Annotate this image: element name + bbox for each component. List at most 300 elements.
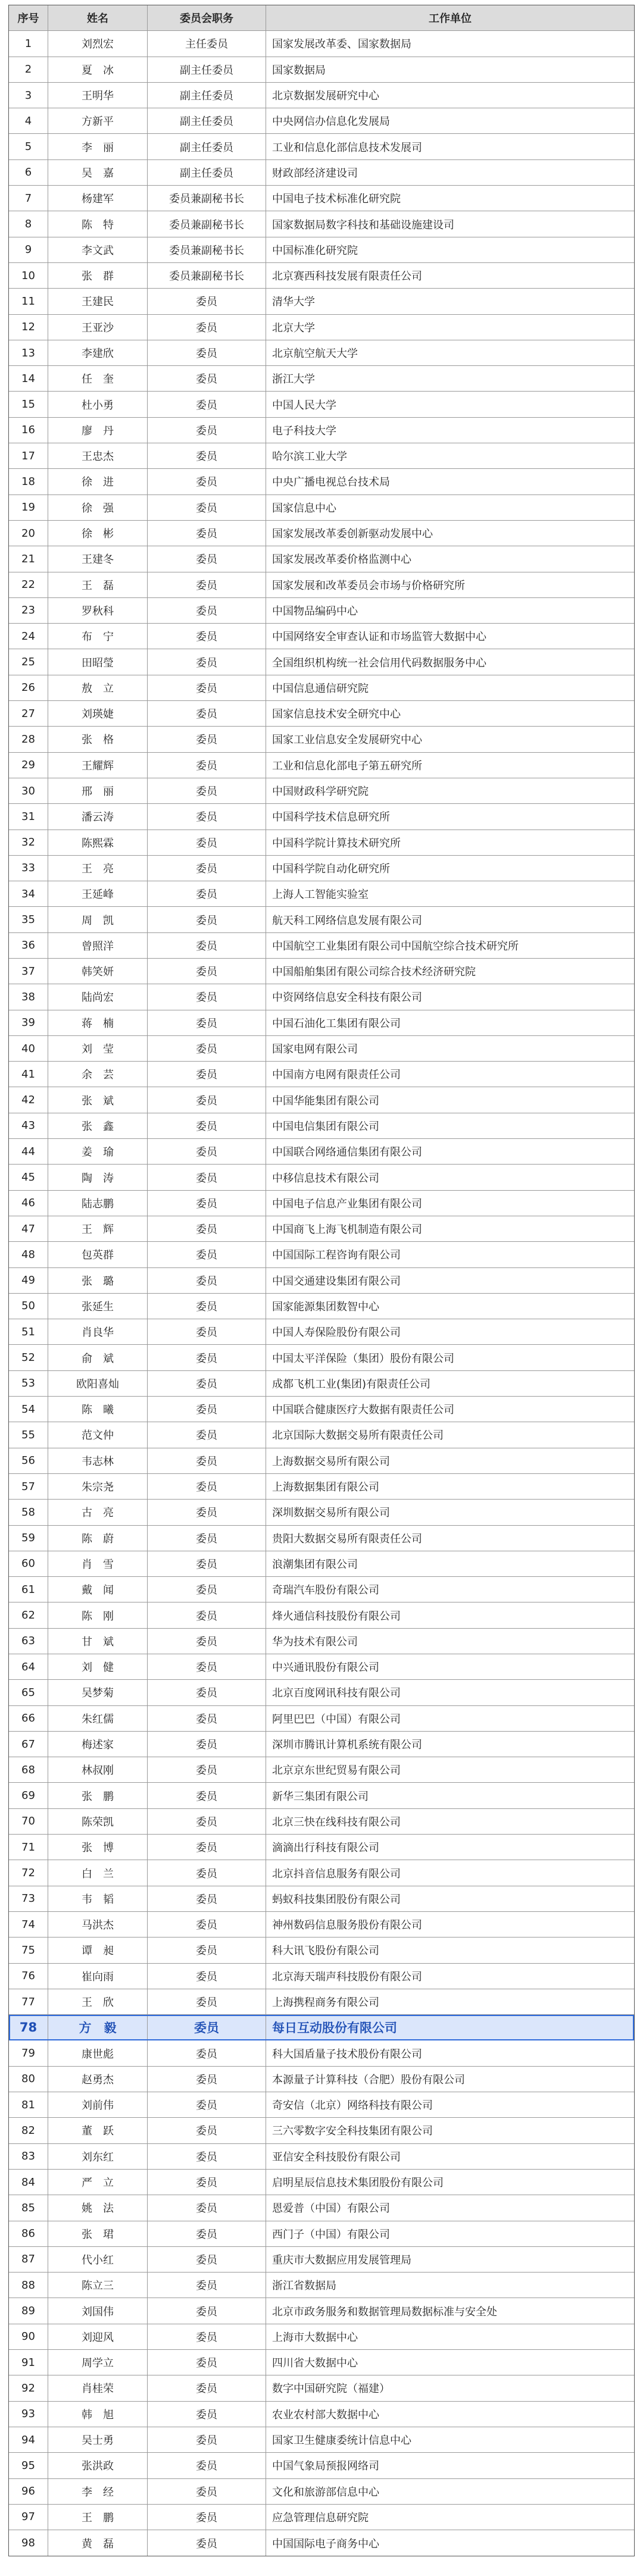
row-num: 75 xyxy=(9,1938,48,1962)
row-num: 89 xyxy=(9,2298,48,2323)
row-num: 46 xyxy=(9,1191,48,1216)
table-row xyxy=(9,727,634,752)
table-row xyxy=(9,1216,634,1242)
row-num: 85 xyxy=(9,2195,48,2220)
row-unit: 中国人民大学 xyxy=(272,399,336,412)
row-num: 37 xyxy=(9,959,48,984)
row-num: 72 xyxy=(9,1860,48,1885)
row-unit: 中国科学院自动化研究所 xyxy=(272,862,390,875)
row-name: 王 欣 xyxy=(48,1989,148,2014)
row-name: 潘云涛 xyxy=(48,804,148,829)
row-unit: 中国电信集团有限公司 xyxy=(272,1120,379,1133)
row-unit: 国家数据局 xyxy=(272,64,326,77)
row-role: 委员 xyxy=(148,1938,266,1962)
row-num: 41 xyxy=(9,1062,48,1087)
row-num: 74 xyxy=(9,1912,48,1937)
row-role: 委员 xyxy=(148,2144,266,2169)
row-name: 马洪杰 xyxy=(48,1912,148,1937)
row-role: 委员 xyxy=(148,1602,266,1627)
row-name: 徐 进 xyxy=(48,469,148,494)
row-name: 刘 莹 xyxy=(48,1036,148,1061)
row-role: 委员 xyxy=(148,2273,266,2298)
row-role: 委员 xyxy=(148,1010,266,1035)
table-row xyxy=(9,1113,634,1139)
table-row xyxy=(9,675,634,701)
row-name: 王建冬 xyxy=(48,546,148,571)
row-role: 委员 xyxy=(148,675,266,700)
table-row xyxy=(9,1062,634,1087)
row-name: 邢 丽 xyxy=(48,778,148,803)
row-unit: 上海携程商务有限公司 xyxy=(272,1996,379,2009)
row-role: 委员 xyxy=(148,2221,266,2246)
row-name: 肖良华 xyxy=(48,1319,148,1344)
row-role: 委员 xyxy=(148,2015,266,2040)
row-num: 77 xyxy=(9,1989,48,2014)
row-num: 97 xyxy=(9,2505,48,2530)
row-name: 王亚沙 xyxy=(48,315,148,340)
row-role: 委员 xyxy=(148,392,266,417)
row-role: 委员 xyxy=(148,1448,266,1473)
row-name: 余 芸 xyxy=(48,1062,148,1087)
table-row xyxy=(9,1242,634,1267)
row-num: 79 xyxy=(9,2040,48,2065)
row-name: 欧阳喜灿 xyxy=(48,1371,148,1396)
table-row xyxy=(9,984,634,1010)
table-header-row xyxy=(9,5,634,31)
row-role: 委员 xyxy=(148,1783,266,1808)
row-role: 委员 xyxy=(148,1474,266,1499)
row-name: 吴梦菊 xyxy=(48,1680,148,1705)
row-unit: 中国标准化研究院 xyxy=(272,244,358,257)
row-name: 白 兰 xyxy=(48,1860,148,1885)
row-num: 69 xyxy=(9,1783,48,1808)
row-num: 80 xyxy=(9,2067,48,2092)
table-row xyxy=(9,1551,634,1577)
row-unit: 神州数码信息服务股份有限公司 xyxy=(272,1919,422,1932)
row-unit: 中资网络信息安全科技有限公司 xyxy=(272,991,422,1004)
row-unit: 中国太平洋保险（集团）股份有限公司 xyxy=(272,1352,454,1365)
row-role: 委员 xyxy=(148,2375,266,2400)
row-role: 委员 xyxy=(148,1345,266,1370)
row-unit: 中国国际工程咨询有限公司 xyxy=(272,1249,401,1262)
row-unit: 中国人寿保险股份有限公司 xyxy=(272,1326,401,1339)
table-row xyxy=(9,1706,634,1732)
row-name: 肖桂荣 xyxy=(48,2375,148,2400)
row-name: 韩笑妍 xyxy=(48,959,148,984)
table-row xyxy=(9,237,634,263)
row-name: 刘前伟 xyxy=(48,2092,148,2117)
row-name: 刘国伟 xyxy=(48,2298,148,2323)
row-unit: 北京京东世纪贸易有限公司 xyxy=(272,1764,401,1777)
row-num: 58 xyxy=(9,1500,48,1525)
row-unit: 国家卫生健康委统计信息中心 xyxy=(272,2434,411,2447)
row-role: 委员兼副秘书长 xyxy=(148,237,266,262)
row-role: 委员 xyxy=(148,1319,266,1344)
row-unit: 中国气象局预报网络司 xyxy=(272,2460,379,2473)
row-unit: 国家信息技术安全研究中心 xyxy=(272,708,401,721)
table-row xyxy=(9,2402,634,2427)
row-role: 委员 xyxy=(148,1165,266,1190)
row-name: 姚 法 xyxy=(48,2195,148,2220)
row-name: 黄 磊 xyxy=(48,2530,148,2556)
row-name: 张 鑫 xyxy=(48,1113,148,1138)
row-num: 35 xyxy=(9,907,48,932)
row-num: 70 xyxy=(9,1809,48,1834)
row-unit: 工业和信息化部信息技术发展司 xyxy=(272,141,422,154)
row-num: 7 xyxy=(9,186,48,211)
row-unit: 深圳数据交易所有限公司 xyxy=(272,1507,390,1520)
table-row xyxy=(9,907,634,932)
row-num: 14 xyxy=(9,366,48,391)
row-name: 代小红 xyxy=(48,2247,148,2272)
row-num: 40 xyxy=(9,1036,48,1061)
row-name: 韦 韬 xyxy=(48,1886,148,1911)
row-num: 51 xyxy=(9,1319,48,1344)
table-row xyxy=(9,1474,634,1500)
table-row xyxy=(9,31,634,57)
row-unit: 北京国际大数据交易所有限责任公司 xyxy=(272,1429,444,1442)
row-unit: 上海数据交易所有限公司 xyxy=(272,1455,390,1468)
row-num: 60 xyxy=(9,1551,48,1576)
row-name: 朱红儒 xyxy=(48,1706,148,1731)
table-row xyxy=(9,2221,634,2247)
row-unit: 成都飞机工业(集团)有限责任公司 xyxy=(272,1378,431,1391)
row-role: 委员 xyxy=(148,1371,266,1396)
row-unit: 亚信安全科技股份有限公司 xyxy=(272,2151,401,2164)
row-unit: 国家发展改革委、国家数据局 xyxy=(272,38,411,51)
row-unit: 北京数据发展研究中心 xyxy=(272,90,379,103)
row-role: 委员 xyxy=(148,1191,266,1216)
row-name: 张 珺 xyxy=(48,2221,148,2246)
row-name: 李 经 xyxy=(48,2479,148,2504)
row-unit: 重庆市大数据应用发展管理局 xyxy=(272,2253,411,2267)
table-row xyxy=(9,546,634,572)
table-row xyxy=(9,1732,634,1757)
table-row xyxy=(9,57,634,83)
row-role: 委员 xyxy=(148,649,266,674)
row-num: 26 xyxy=(9,675,48,700)
row-name: 李建欣 xyxy=(48,340,148,365)
row-role: 委员 xyxy=(148,2453,266,2478)
row-name: 张 格 xyxy=(48,727,148,752)
row-num: 36 xyxy=(9,933,48,958)
row-num: 6 xyxy=(9,160,48,185)
table-row xyxy=(9,624,634,649)
row-name: 张 斌 xyxy=(48,1087,148,1112)
row-num: 29 xyxy=(9,753,48,778)
row-role: 委员 xyxy=(148,443,266,468)
table-row xyxy=(9,1036,634,1062)
row-unit: 浙江大学 xyxy=(272,373,315,386)
row-unit: 中国联合网络通信集团有限公司 xyxy=(272,1146,422,1159)
row-unit: 北京赛西科技发展有限责任公司 xyxy=(272,270,422,283)
row-num: 48 xyxy=(9,1242,48,1267)
row-name: 古 亮 xyxy=(48,1500,148,1525)
table-row xyxy=(9,1629,634,1654)
row-name: 王 鹏 xyxy=(48,2505,148,2530)
table-row xyxy=(9,2427,634,2453)
row-unit: 中国信息通信研究院 xyxy=(272,682,369,695)
row-name: 陈立三 xyxy=(48,2273,148,2298)
table-row xyxy=(9,315,634,340)
row-unit: 数字中国研究院（福建） xyxy=(272,2383,390,2396)
row-role: 主任委员 xyxy=(148,31,266,56)
row-name: 赵勇杰 xyxy=(48,2067,148,2092)
row-name: 徐 彬 xyxy=(48,521,148,546)
row-unit: 中国财政科学研究院 xyxy=(272,785,369,799)
row-unit: 中国科学院计算技术研究所 xyxy=(272,837,401,850)
row-role: 委员 xyxy=(148,366,266,391)
table-body xyxy=(9,31,634,2556)
row-num: 43 xyxy=(9,1113,48,1138)
row-num: 66 xyxy=(9,1706,48,1731)
row-name: 张延生 xyxy=(48,1294,148,1319)
row-unit: 航天科工网络信息发展有限公司 xyxy=(272,914,422,927)
row-num: 30 xyxy=(9,778,48,803)
row-unit: 北京市政务服务和数据管理局数据标准与安全处 xyxy=(272,2305,497,2318)
row-unit: 中国国际电子商务中心 xyxy=(272,2537,379,2550)
row-num: 34 xyxy=(9,881,48,906)
row-name: 王明华 xyxy=(48,83,148,108)
table-row xyxy=(9,1757,634,1783)
table-row xyxy=(9,2350,634,2375)
row-name: 戴 闻 xyxy=(48,1577,148,1602)
table-row xyxy=(9,1526,634,1551)
table-row xyxy=(9,1680,634,1705)
row-num: 28 xyxy=(9,727,48,752)
row-name: 崔向雨 xyxy=(48,1964,148,1989)
row-unit: 新华三集团有限公司 xyxy=(272,1790,369,1803)
row-name: 王建民 xyxy=(48,289,148,314)
row-num: 10 xyxy=(9,263,48,288)
row-name: 方新平 xyxy=(48,108,148,133)
table-row xyxy=(9,753,634,778)
row-num: 56 xyxy=(9,1448,48,1473)
row-name: 张洪政 xyxy=(48,2453,148,2478)
row-num: 38 xyxy=(9,984,48,1009)
table-row xyxy=(9,108,634,134)
table-row xyxy=(9,1319,634,1345)
row-role: 副主任委员 xyxy=(148,160,266,185)
table-row xyxy=(9,1964,634,1989)
row-unit: 上海市大数据中心 xyxy=(272,2331,358,2344)
row-num: 22 xyxy=(9,572,48,597)
row-name: 林叔刚 xyxy=(48,1757,148,1782)
table-row xyxy=(9,2067,634,2092)
table-row xyxy=(9,1345,634,1370)
row-num: 27 xyxy=(9,701,48,726)
row-unit: 中国电子信息产业集团有限公司 xyxy=(272,1197,422,1210)
table-row xyxy=(9,2118,634,2143)
row-role: 副主任委员 xyxy=(148,108,266,133)
row-role: 副主任委员 xyxy=(148,134,266,159)
row-name: 陆志鹏 xyxy=(48,1191,148,1216)
row-unit: 中移信息技术有限公司 xyxy=(272,1172,379,1185)
row-num: 64 xyxy=(9,1654,48,1679)
table-row xyxy=(9,443,634,469)
table-row xyxy=(9,881,634,907)
table-row xyxy=(9,2298,634,2324)
table-row xyxy=(9,2040,634,2066)
row-num: 49 xyxy=(9,1268,48,1293)
table-row xyxy=(9,2170,634,2195)
row-role: 委员 xyxy=(148,2298,266,2323)
row-name: 陈 刚 xyxy=(48,1602,148,1627)
row-num: 61 xyxy=(9,1577,48,1602)
row-role: 委员 xyxy=(148,2092,266,2117)
row-name: 王 亮 xyxy=(48,856,148,881)
row-num: 82 xyxy=(9,2118,48,2143)
row-unit: 北京航空航天大学 xyxy=(272,348,358,360)
row-name: 周 凯 xyxy=(48,907,148,932)
row-num: 47 xyxy=(9,1216,48,1241)
table-row xyxy=(9,1294,634,1319)
row-unit: 北京三快在线科技有限公司 xyxy=(272,1816,401,1829)
row-unit: 启明星辰信息技术集团股份有限公司 xyxy=(272,2177,444,2190)
row-num: 17 xyxy=(9,443,48,468)
row-unit: 中国电子技术标准化研究院 xyxy=(272,193,401,206)
table-row xyxy=(9,366,634,392)
row-name: 方 毅 xyxy=(48,2015,148,2040)
row-num: 5 xyxy=(9,134,48,159)
row-unit: 中国网络安全审查认证和市场监管大数据中心 xyxy=(272,631,486,644)
table-row xyxy=(9,1268,634,1294)
row-unit: 中国船舶集团有限公司综合技术经济研究院 xyxy=(272,966,476,979)
table-row xyxy=(9,2505,634,2530)
row-role: 委员 xyxy=(148,624,266,649)
row-role: 委员 xyxy=(148,2479,266,2504)
row-name: 陶 涛 xyxy=(48,1165,148,1190)
row-role: 委员 xyxy=(148,598,266,623)
row-num: 11 xyxy=(9,289,48,314)
row-num: 93 xyxy=(9,2402,48,2427)
row-num: 12 xyxy=(9,315,48,340)
row-unit: 清华大学 xyxy=(272,296,315,309)
row-unit: 科大讯飞股份有限公司 xyxy=(272,1945,379,1958)
row-num: 81 xyxy=(9,2092,48,2117)
row-unit: 阿里巴巴（中国）有限公司 xyxy=(272,1713,401,1726)
row-name: 谭 昶 xyxy=(48,1938,148,1962)
row-name: 刘 健 xyxy=(48,1654,148,1679)
row-role: 委员 xyxy=(148,1062,266,1087)
row-name: 王耀辉 xyxy=(48,753,148,778)
row-unit: 应急管理信息研究院 xyxy=(272,2511,369,2524)
row-unit: 电子科技大学 xyxy=(272,424,336,437)
row-unit: 北京百度网讯科技有限公司 xyxy=(272,1687,401,1700)
row-role: 委员 xyxy=(148,1886,266,1911)
table-row xyxy=(9,1783,634,1808)
row-unit: 哈尔滨工业大学 xyxy=(272,450,347,464)
row-unit: 四川省大数据中心 xyxy=(272,2357,358,2370)
row-num: 44 xyxy=(9,1139,48,1164)
row-role: 委员 xyxy=(148,1551,266,1576)
row-role: 委员 xyxy=(148,1526,266,1551)
row-name: 王 磊 xyxy=(48,572,148,597)
row-unit: 国家发展和改革委员会市场与价格研究所 xyxy=(272,579,465,592)
row-name: 俞 斌 xyxy=(48,1345,148,1370)
row-num: 65 xyxy=(9,1680,48,1705)
row-name: 刘瑛婕 xyxy=(48,701,148,726)
row-unit: 恩爱普（中国）有限公司 xyxy=(272,2202,390,2215)
row-num: 52 xyxy=(9,1345,48,1370)
row-role: 委员 xyxy=(148,701,266,726)
row-role: 委员 xyxy=(148,753,266,778)
table-row xyxy=(9,1139,634,1165)
row-name: 张 群 xyxy=(48,263,148,288)
row-name: 夏 冰 xyxy=(48,57,148,82)
row-name: 罗秋科 xyxy=(48,598,148,623)
row-role: 委员 xyxy=(148,1654,266,1679)
table-row xyxy=(9,2247,634,2273)
row-name: 曾照洋 xyxy=(48,933,148,958)
table-row xyxy=(9,83,634,108)
row-num: 68 xyxy=(9,1757,48,1782)
row-name: 李 丽 xyxy=(48,134,148,159)
table-row xyxy=(9,572,634,598)
row-unit: 科大国盾量子技术股份有限公司 xyxy=(272,2048,422,2061)
row-role: 委员 xyxy=(148,959,266,984)
row-unit: 农业农村部大数据中心 xyxy=(272,2408,379,2421)
row-unit: 每日互动股份有限公司 xyxy=(272,2021,397,2036)
row-name: 范文仲 xyxy=(48,1422,148,1447)
table-row xyxy=(9,1087,634,1113)
row-role: 委员 xyxy=(148,2040,266,2065)
row-name: 包英群 xyxy=(48,1242,148,1267)
row-role: 委员 xyxy=(148,521,266,546)
row-role: 委员 xyxy=(148,881,266,906)
row-unit: 国家电网有限公司 xyxy=(272,1043,358,1056)
row-name: 韩 旭 xyxy=(48,2402,148,2427)
row-num: 33 xyxy=(9,856,48,881)
row-role: 委员 xyxy=(148,778,266,803)
header-num: 序号 xyxy=(9,5,48,30)
row-name: 杨建军 xyxy=(48,186,148,211)
table-row xyxy=(9,1654,634,1680)
row-unit: 国家发展改革委价格监测中心 xyxy=(272,553,411,566)
row-role: 委员 xyxy=(148,418,266,443)
row-unit: 国家发展改革委创新驱动发展中心 xyxy=(272,528,433,541)
row-role: 委员 xyxy=(148,933,266,958)
table-row xyxy=(9,830,634,856)
table-row xyxy=(9,1989,634,2015)
table-row xyxy=(9,1835,634,1860)
row-name: 廖 丹 xyxy=(48,418,148,443)
row-num: 31 xyxy=(9,804,48,829)
row-unit: 文化和旅游部信息中心 xyxy=(272,2486,379,2499)
row-role: 委员 xyxy=(148,2118,266,2143)
table-row xyxy=(9,933,634,959)
row-unit: 深圳市腾讯计算机系统有限公司 xyxy=(272,1739,422,1752)
row-num: 95 xyxy=(9,2453,48,2478)
row-name: 任 奎 xyxy=(48,366,148,391)
row-role: 委员兼副秘书长 xyxy=(148,211,266,236)
table-row xyxy=(9,804,634,830)
row-role: 委员 xyxy=(148,546,266,571)
row-num: 25 xyxy=(9,649,48,674)
row-role: 委员 xyxy=(148,495,266,520)
row-num: 62 xyxy=(9,1602,48,1627)
row-role: 委员 xyxy=(148,2195,266,2220)
row-name: 梅述家 xyxy=(48,1732,148,1757)
row-name: 陈 曦 xyxy=(48,1397,148,1422)
row-num: 83 xyxy=(9,2144,48,2169)
table-row xyxy=(9,598,634,624)
row-role: 委员兼副秘书长 xyxy=(148,263,266,288)
row-role: 委员 xyxy=(148,2247,266,2272)
row-name: 王延峰 xyxy=(48,881,148,906)
row-unit: 本源量子计算科技（合肥）股份有限公司 xyxy=(272,2073,465,2086)
table-row xyxy=(9,1602,634,1628)
